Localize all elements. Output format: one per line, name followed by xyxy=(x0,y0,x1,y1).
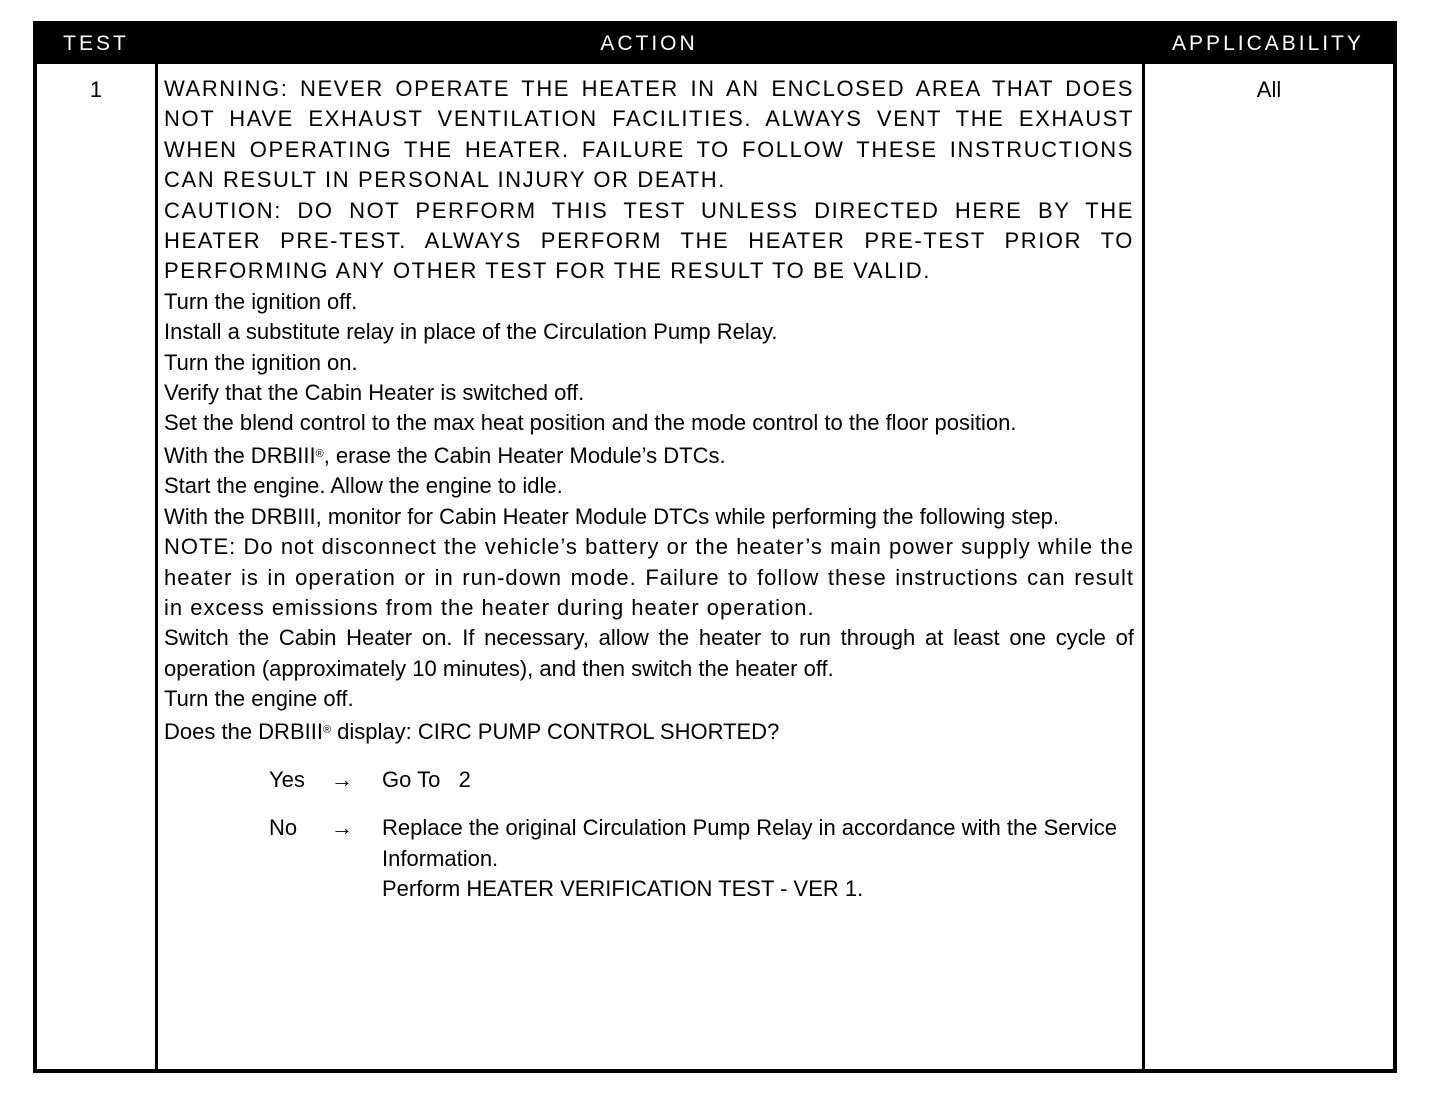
action-cell xyxy=(164,74,1134,905)
step-ignition-on: Turn the ignition on. xyxy=(164,349,358,375)
no-result-line1: Replace the original Circulation Pump Relay in accordance with the Service Information. xyxy=(382,815,1117,871)
warning-text: WARNING: NEVER OPERATE THE HEATER IN AN ENCLOSED AREA THAT DOES NOT HAVE EXHAUST VENTILATION FACILITIES. ALWAYS VENT THE EXHAUST WHEN OPERATING THE HEATER. FAILURE TO FOLLOW THESE INSTRUCTIONS CAN RESULT IN PERSONAL INJURY OR DEATH. xyxy=(164,76,1134,193)
step-switch-heater-on: Switch the Cabin Heater on. If necessary, allow the heater to run through at least one cycle of operation (approximately 10 minutes), and then switch the heater off. xyxy=(164,625,1134,681)
arrow-icon: → xyxy=(331,815,353,841)
step-erase-dtcs-b: , erase the Cabin Heater Module’s DTCs. xyxy=(323,442,726,468)
step-erase-dtcs-a: With the DRBIII xyxy=(164,442,316,468)
test-number: 1 xyxy=(89,77,103,102)
step-ignition-off: Turn the ignition off. xyxy=(164,288,358,314)
no-result xyxy=(382,813,1134,904)
table-header xyxy=(37,25,1393,64)
no-result-line2: Perform HEATER VERIFICATION TEST - VER 1. xyxy=(382,876,864,902)
yes-result: Go To 2 xyxy=(382,766,471,792)
step-monitor-dtcs: With the DRBIII, monitor for Cabin Heater Module DTCs while performing the following step. xyxy=(164,503,1060,529)
step-engine-off: Turn the engine off. xyxy=(164,686,354,712)
test-question xyxy=(164,715,1134,747)
registered-mark: ® xyxy=(322,723,332,736)
step-erase-dtcs xyxy=(164,439,1134,471)
test-question-b: display: CIRC PUMP CONTROL SHORTED? xyxy=(331,718,780,744)
yes-label: Yes xyxy=(269,766,305,792)
caution-text: CAUTION: DO NOT PERFORM THIS TEST UNLESS DIRECTED HERE BY THE HEATER PRE-TEST. ALWAYS PERFORM THE HEATER PRE-TEST PRIOR TO PERFORMING ANY OTHER TEST FOR THE RESULT TO BE VALID. xyxy=(164,197,1134,284)
header-test: TEST xyxy=(63,32,129,55)
step-install-relay: Install a substitute relay in place of the Circulation Pump Relay. xyxy=(164,319,778,345)
header-applicability: APPLICABILITY xyxy=(1172,32,1364,55)
no-label: No xyxy=(269,815,298,841)
arrow-icon: → xyxy=(331,766,353,792)
answer-no xyxy=(164,813,1134,904)
step-set-blend-control: Set the blend control to the max heat position and the mode control to the floor position. xyxy=(164,410,1017,436)
column-divider xyxy=(1142,64,1145,1069)
note-text: NOTE: Do not disconnect the vehicle’s battery or the heater’s main power supply while the heater is in operation or in run-down mode. Failure to follow these instructions can result in excess emissions from the heater during heater operation. xyxy=(164,534,1134,620)
answer-yes xyxy=(164,765,1134,795)
diagnostic-table xyxy=(33,21,1397,1073)
test-question-a: Does the DRBIII xyxy=(164,718,323,744)
applicability-value: All xyxy=(1256,77,1282,102)
registered-mark: ® xyxy=(315,447,324,460)
column-divider xyxy=(155,64,158,1069)
step-start-engine: Start the engine. Allow the engine to idle. xyxy=(164,473,563,499)
step-verify-heater-off: Verify that the Cabin Heater is switched off. xyxy=(164,380,585,406)
header-action: ACTION xyxy=(600,32,698,55)
